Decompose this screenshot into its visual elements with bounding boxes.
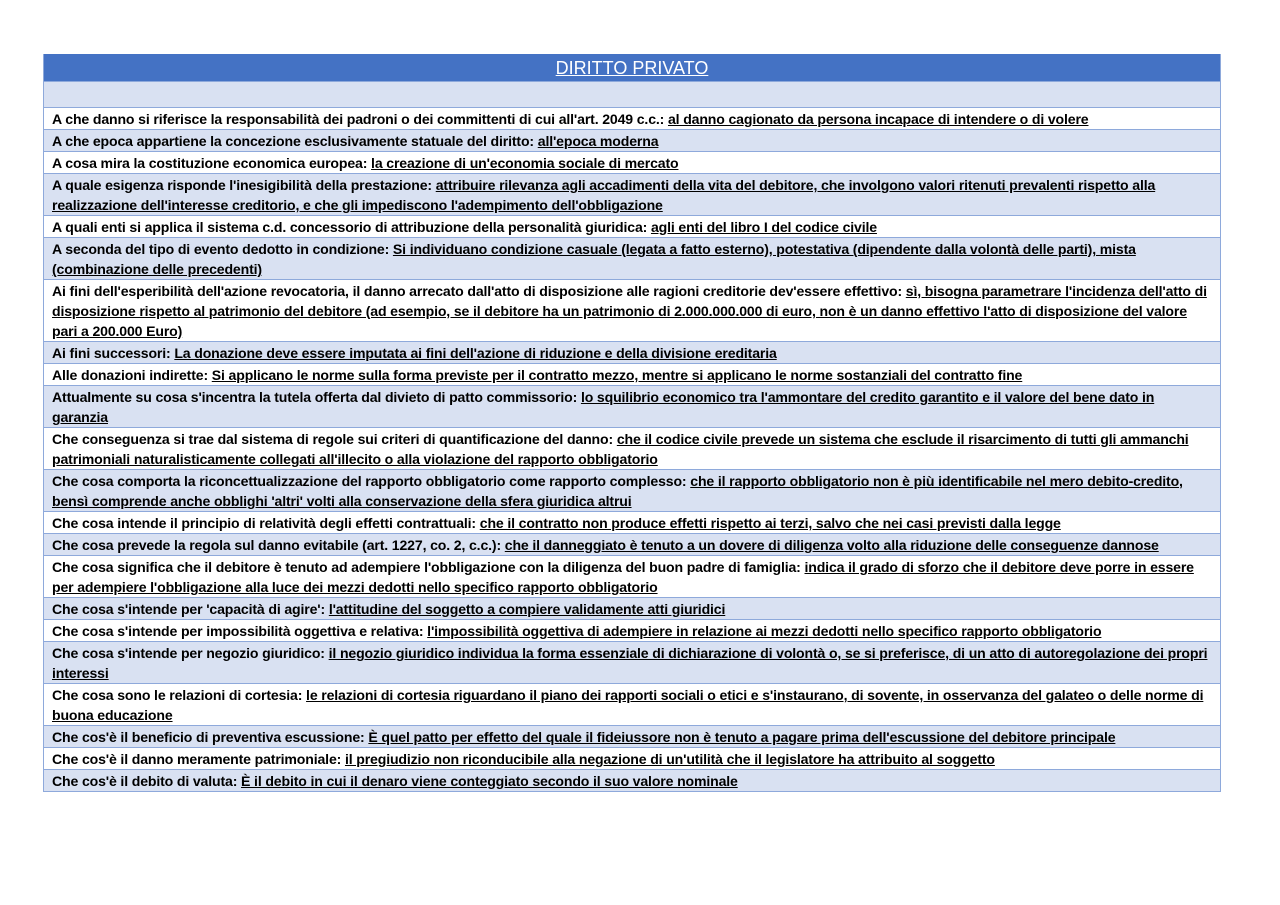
question-text: A che epoca appartiene la concezione esclusivamente statuale del diritto: (52, 133, 534, 149)
table-row[interactable] (44, 469, 1220, 511)
answer-text: lo squilibrio economico tra l'ammontare del credito garantito e il valore del bene dato in garanzia (52, 389, 1155, 425)
question-text: A cosa mira la costituzione economica europea: (52, 155, 368, 171)
answer-text: l'attitudine del soggetto a compiere validamente atti giuridici (328, 601, 726, 617)
table-title[interactable]: DIRITTO PRIVATO (44, 54, 1220, 81)
question-text: Che conseguenza si trae dal sistema di regole sui criteri di quantificazione del danno: (52, 431, 614, 447)
table-row[interactable] (44, 555, 1220, 597)
empty-row[interactable] (44, 81, 1220, 107)
table-row[interactable] (44, 341, 1220, 363)
answer-text: all'epoca moderna (537, 133, 659, 149)
question-text: A quale esigenza risponde l'inesigibilità della prestazione: (52, 177, 432, 193)
question-text: Che cosa s'intende per 'capacità di agire': (52, 601, 326, 617)
table-row[interactable] (44, 533, 1220, 555)
answer-text: le relazioni di cortesia riguardano il piano dei rapporti sociali o etici e s'instaurano, di sovente, in osservanza del galateo o delle norme di buona educazione (52, 687, 1204, 723)
question-text: A quali enti si applica il sistema c.d. concessorio di attribuzione della personalità giuridica: (52, 219, 648, 235)
question-text: Che cos'è il debito di valuta: (52, 773, 238, 789)
spreadsheet-table (43, 54, 1221, 792)
table-row[interactable] (44, 385, 1220, 427)
table-row[interactable] (44, 641, 1220, 683)
answer-text: la creazione di un'economia sociale di mercato (371, 155, 679, 171)
answer-text: È quel patto per effetto del quale il fideiussore non è tenuto a pagare prima dell'escussione del debitore principale (368, 729, 1116, 745)
question-text: Che cosa significa che il debitore è tenuto ad adempiere l'obbligazione con la diligenza del buon padre di famiglia: (52, 559, 801, 575)
qa-rows (44, 107, 1220, 792)
table-row[interactable] (44, 215, 1220, 237)
table-row[interactable] (44, 237, 1220, 279)
table-row[interactable] (44, 363, 1220, 385)
table-row[interactable] (44, 151, 1220, 173)
question-text: Che cos'è il danno meramente patrimoniale: (52, 751, 342, 767)
answer-text: Si applicano le norme sulla forma previste per il contratto mezzo, mentre si applicano le norme sostanziali del contratto fine (211, 367, 1023, 383)
question-text: Che cosa sono le relazioni di cortesia: (52, 687, 303, 703)
table-row[interactable] (44, 107, 1220, 129)
answer-text: che il codice civile prevede un sistema che esclude il risarcimento di tutti gli ammanchi patrimoniali naturalisticamente collegati all'illecito o alla violazione del rapporto obbligatorio (52, 431, 1189, 467)
answer-text: il pregiudizio non riconducibile alla negazione di un'utilità che il legislatore ha attribuito al soggetto (344, 751, 995, 767)
answer-text: sì, bisogna parametrare l'incidenza dell'atto di disposizione rispetto al patrimonio del debitore (ad esempio, se il debitore ha un patrimonio di 2.000.000.000 di euro, non è un danno effettivo l'atto di disposizione del valore pari a 200.000 Euro) (52, 283, 1207, 339)
table-row[interactable] (44, 279, 1220, 341)
answer-text: al danno cagionato da persona incapace di intendere o di volere (667, 111, 1089, 127)
question-text: A che danno si riferisce la responsabilità dei padroni o dei committenti di cui all'art. 2049 c.c.: (52, 111, 665, 127)
table-row[interactable] (44, 511, 1220, 533)
answer-text: indica il grado di sforzo che il debitore deve porre in essere per adempiere l'obbligazione alla luce dei mezzi dedotti nello specifico rapporto obbligatorio (52, 559, 1194, 595)
answer-text: l'impossibilità oggettiva di adempiere in relazione ai mezzi dedotti nello specifico rapporto obbligatorio (427, 623, 1102, 639)
answer-text: agli enti del libro I del codice civile (650, 219, 877, 235)
table-row[interactable] (44, 769, 1220, 792)
table-row[interactable] (44, 427, 1220, 469)
table-row[interactable] (44, 597, 1220, 619)
table-row[interactable] (44, 129, 1220, 151)
answer-text: attribuire rilevanza agli accadimenti della vita del debitore, che involgono valori ritenuti prevalenti rispetto alla realizzazione dell'interesse creditorio, e che gli impediscono l'adempimento dell'obbligazione (52, 177, 1156, 213)
table-row[interactable] (44, 747, 1220, 769)
answer-text: che il contratto non produce effetti rispetto ai terzi, salvo che nei casi previsti dalla legge (479, 515, 1061, 531)
answer-text: che il danneggiato è tenuto a un dovere di diligenza volto alla riduzione delle conseguenze dannose (504, 537, 1159, 553)
table-row[interactable] (44, 725, 1220, 747)
question-text: Attualmente su cosa s'incentra la tutela offerta dal divieto di patto commissorio: (52, 389, 578, 405)
table-row[interactable] (44, 173, 1220, 215)
answer-text: che il rapporto obbligatorio non è più identificabile nel mero debito-credito, bensì comprende anche obblighi 'altri' volti alla conservazione della sfera giuridica altrui (52, 473, 1183, 509)
question-text: Che cosa prevede la regola sul danno evitabile (art. 1227, co. 2, c.c.): (52, 537, 501, 553)
question-text: Che cosa comporta la riconcettualizzazione del rapporto obbligatorio come rapporto complesso: (52, 473, 687, 489)
question-text: Alle donazioni indirette: (52, 367, 208, 383)
table-row[interactable] (44, 683, 1220, 725)
question-text: A seconda del tipo di evento dedotto in condizione: (52, 241, 390, 257)
question-text: Che cosa s'intende per impossibilità oggettiva e relativa: (52, 623, 424, 639)
answer-text: il negozio giuridico individua la forma essenziale di dichiarazione di volontà o, se si preferisce, di un atto di autoregolazione dei propri interessi (52, 645, 1208, 681)
answer-text: È il debito in cui il denaro viene conteggiato secondo il suo valore nominale (241, 773, 738, 789)
answer-text: Si individuano condizione casuale (legata a fatto esterno), potestativa (dipendente dalla volontà delle parti), mista (combinazione delle precedenti) (52, 241, 1136, 277)
question-text: Ai fini dell'esperibilità dell'azione revocatoria, il danno arrecato dall'atto di disposizione alle ragioni creditorie dev'essere effettivo: (52, 283, 903, 299)
table-row[interactable] (44, 619, 1220, 641)
question-text: Ai fini successori: (52, 345, 171, 361)
question-text: Che cosa intende il principio di relatività degli effetti contrattuali: (52, 515, 476, 531)
answer-text: La donazione deve essere imputata ai fini dell'azione di riduzione e della divisione ereditaria (174, 345, 777, 361)
question-text: Che cos'è il beneficio di preventiva escussione: (52, 729, 365, 745)
question-text: Che cosa s'intende per negozio giuridico: (52, 645, 325, 661)
